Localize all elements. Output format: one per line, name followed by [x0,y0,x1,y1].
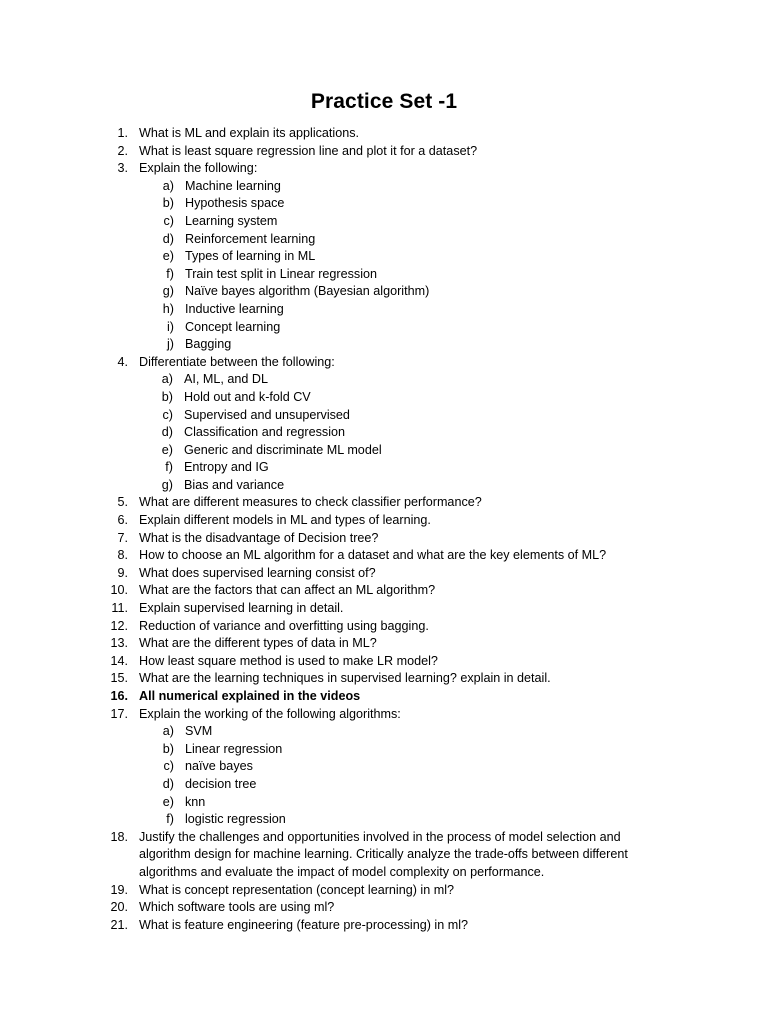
sub-item [0,758,768,776]
list-item [0,917,768,935]
sub-item [0,266,768,284]
item-number: 12. [110,618,128,633]
sub-item-text: SVM [185,724,213,739]
sub-item [0,776,768,794]
sub-item-letter: c) [162,407,173,422]
sub-item-letter: e) [162,794,174,809]
item-number: 15. [110,671,128,686]
sub-item-text: Hypothesis space [185,196,285,211]
sub-item-letter: a) [161,372,173,387]
item-number: 13. [110,636,128,651]
sub-item [0,723,768,741]
page-title: Practice Set -1 [310,90,458,113]
list-item [0,160,768,178]
sub-item [0,371,768,389]
item-text: Explain supervised learning in detail. [139,601,344,616]
sub-item-text: Types of learning in ML [185,249,316,264]
item-text: Which software tools are using ml? [139,900,335,915]
sub-item-text: Reinforcement learning [185,231,316,246]
list-item [0,653,768,671]
list-item [0,688,768,706]
sub-item-letter: i) [167,319,174,334]
item-number: 19. [110,882,128,897]
sub-item-letter: f) [166,812,174,827]
list-item [0,600,768,618]
item-number: 16. [110,689,128,703]
item-number: 4. [117,354,128,369]
sub-item-text: Classification and regression [184,425,346,440]
item-text: What are the factors that can affect an ML algorithm? [139,583,436,598]
sub-item-text: AI, ML, and DL [184,372,268,387]
sub-item [0,213,768,231]
sub-item [0,389,768,407]
list-item [0,530,768,548]
sub-item-letter: f) [165,460,173,475]
sub-item-text: Train test split in Linear regression [185,266,378,281]
item-text: How to choose an ML algorithm for a dataset and what are the key elements of ML? [139,548,607,563]
sub-item [0,248,768,266]
sub-item-letter: c) [163,759,174,774]
item-number: 10. [110,583,128,598]
item-text: All numerical explained in the videos [139,689,361,703]
sub-item [0,195,768,213]
list-item [0,829,768,882]
list-item [0,512,768,530]
list-item [0,670,768,688]
list-item [0,899,768,917]
sub-item-letter: b) [162,741,174,756]
sub-item-letter: e) [162,249,174,264]
item-text: Explain the following: [139,161,258,176]
item-text: Explain the working of the following algorithms: [139,706,401,721]
sub-item-letter: d) [162,231,174,246]
item-number: 20. [110,900,128,915]
sub-item [0,301,768,319]
item-number: 6. [117,513,128,528]
list-item [0,582,768,600]
item-number: 7. [117,530,128,545]
item-number: 8. [117,548,128,563]
sub-item [0,794,768,812]
item-text: What is feature engineering (feature pre-processing) in ml? [139,917,468,932]
sub-item-letter: a) [162,724,174,739]
item-number: 17. [110,706,128,721]
sub-item-letter: c) [163,213,174,228]
item-text: How least square method is used to make LR model? [139,653,438,668]
item-text: What is ML and explain its applications. [139,126,360,140]
item-text: What are the learning techniques in supervised learning? explain in detail. [139,671,551,686]
sub-item-text: logistic regression [185,812,286,827]
sub-item-text: Bagging [185,337,232,352]
item-number: 11. [111,601,128,616]
list-item [0,618,768,636]
item-text: What are different measures to check classifier performance? [139,495,482,510]
item-number: 18. [110,829,128,844]
item-text: Explain different models in ML and types of learning. [139,513,431,528]
sub-item-letter: e) [161,442,173,457]
sub-item-text: naïve bayes [185,759,253,774]
sub-item [0,477,768,495]
sub-item-text: Hold out and k-fold CV [184,389,311,404]
sub-item [0,319,768,337]
sub-item [0,283,768,301]
sub-item-letter: g) [161,477,173,492]
sub-item [0,811,768,829]
item-text: Differentiate between the following: [139,354,335,369]
sub-item-letter: a) [162,178,174,193]
sub-item-text: Entropy and IG [184,460,269,475]
sub-item-letter: g) [162,284,174,299]
question-list [0,125,768,934]
sub-item-text: Bias and variance [184,477,285,492]
sub-item [0,459,768,477]
sub-item [0,442,768,460]
list-item [0,706,768,724]
sub-item [0,178,768,196]
sub-item-letter: h) [162,301,174,316]
list-item [0,125,768,143]
sub-item-text: Linear regression [185,741,283,756]
list-item [0,635,768,653]
item-number: 5. [117,495,128,510]
list-item [0,547,768,565]
item-text: What does supervised learning consist of? [139,565,376,580]
list-item [0,354,768,372]
sub-item-letter: f) [166,266,174,281]
sub-item-text: Learning system [185,213,278,228]
list-item [0,565,768,583]
sub-item [0,424,768,442]
sub-item [0,336,768,354]
list-item [0,494,768,512]
sub-item-text: Machine learning [185,178,281,193]
item-text: What is the disadvantage of Decision tree? [139,530,379,545]
item-number: 3. [117,161,128,176]
item-text: What is concept representation (concept learning) in ml? [139,882,455,897]
sub-item [0,407,768,425]
sub-item [0,741,768,759]
sub-item-text: knn [185,794,206,809]
item-number: 21. [110,917,128,932]
sub-item [0,231,768,249]
sub-item-letter: b) [162,196,174,211]
item-text: What are the different types of data in ML? [139,636,377,651]
sub-item-letter: j) [167,337,174,352]
item-number: 14. [110,653,128,668]
list-item [0,882,768,900]
sub-item-letter: d) [162,776,174,791]
sub-item-text: Generic and discriminate ML model [184,442,382,457]
sub-item-text: Naïve bayes algorithm (Bayesian algorithm) [185,284,430,299]
item-text: What is least square regression line and plot it for a dataset? [139,143,478,158]
sub-item-letter: b) [161,389,173,404]
sub-item-text: Inductive learning [185,301,284,316]
sub-item-text: Concept learning [185,319,281,334]
sub-item-letter: d) [161,425,173,440]
list-item [0,143,768,161]
item-text: Reduction of variance and overfitting using bagging. [139,618,429,633]
sub-item-text: decision tree [185,776,257,791]
item-number: 9. [117,565,128,580]
item-number: 1. [117,126,128,140]
sub-item-text: Supervised and unsupervised [184,407,350,422]
item-text: Justify the challenges and opportunities involved in the process of model selection and algorithm design for machine learning. Critically analyze the trade-offs between different algorithms and evaluate the impact of model complexity on performance. [139,829,628,879]
item-number: 2. [117,143,128,158]
